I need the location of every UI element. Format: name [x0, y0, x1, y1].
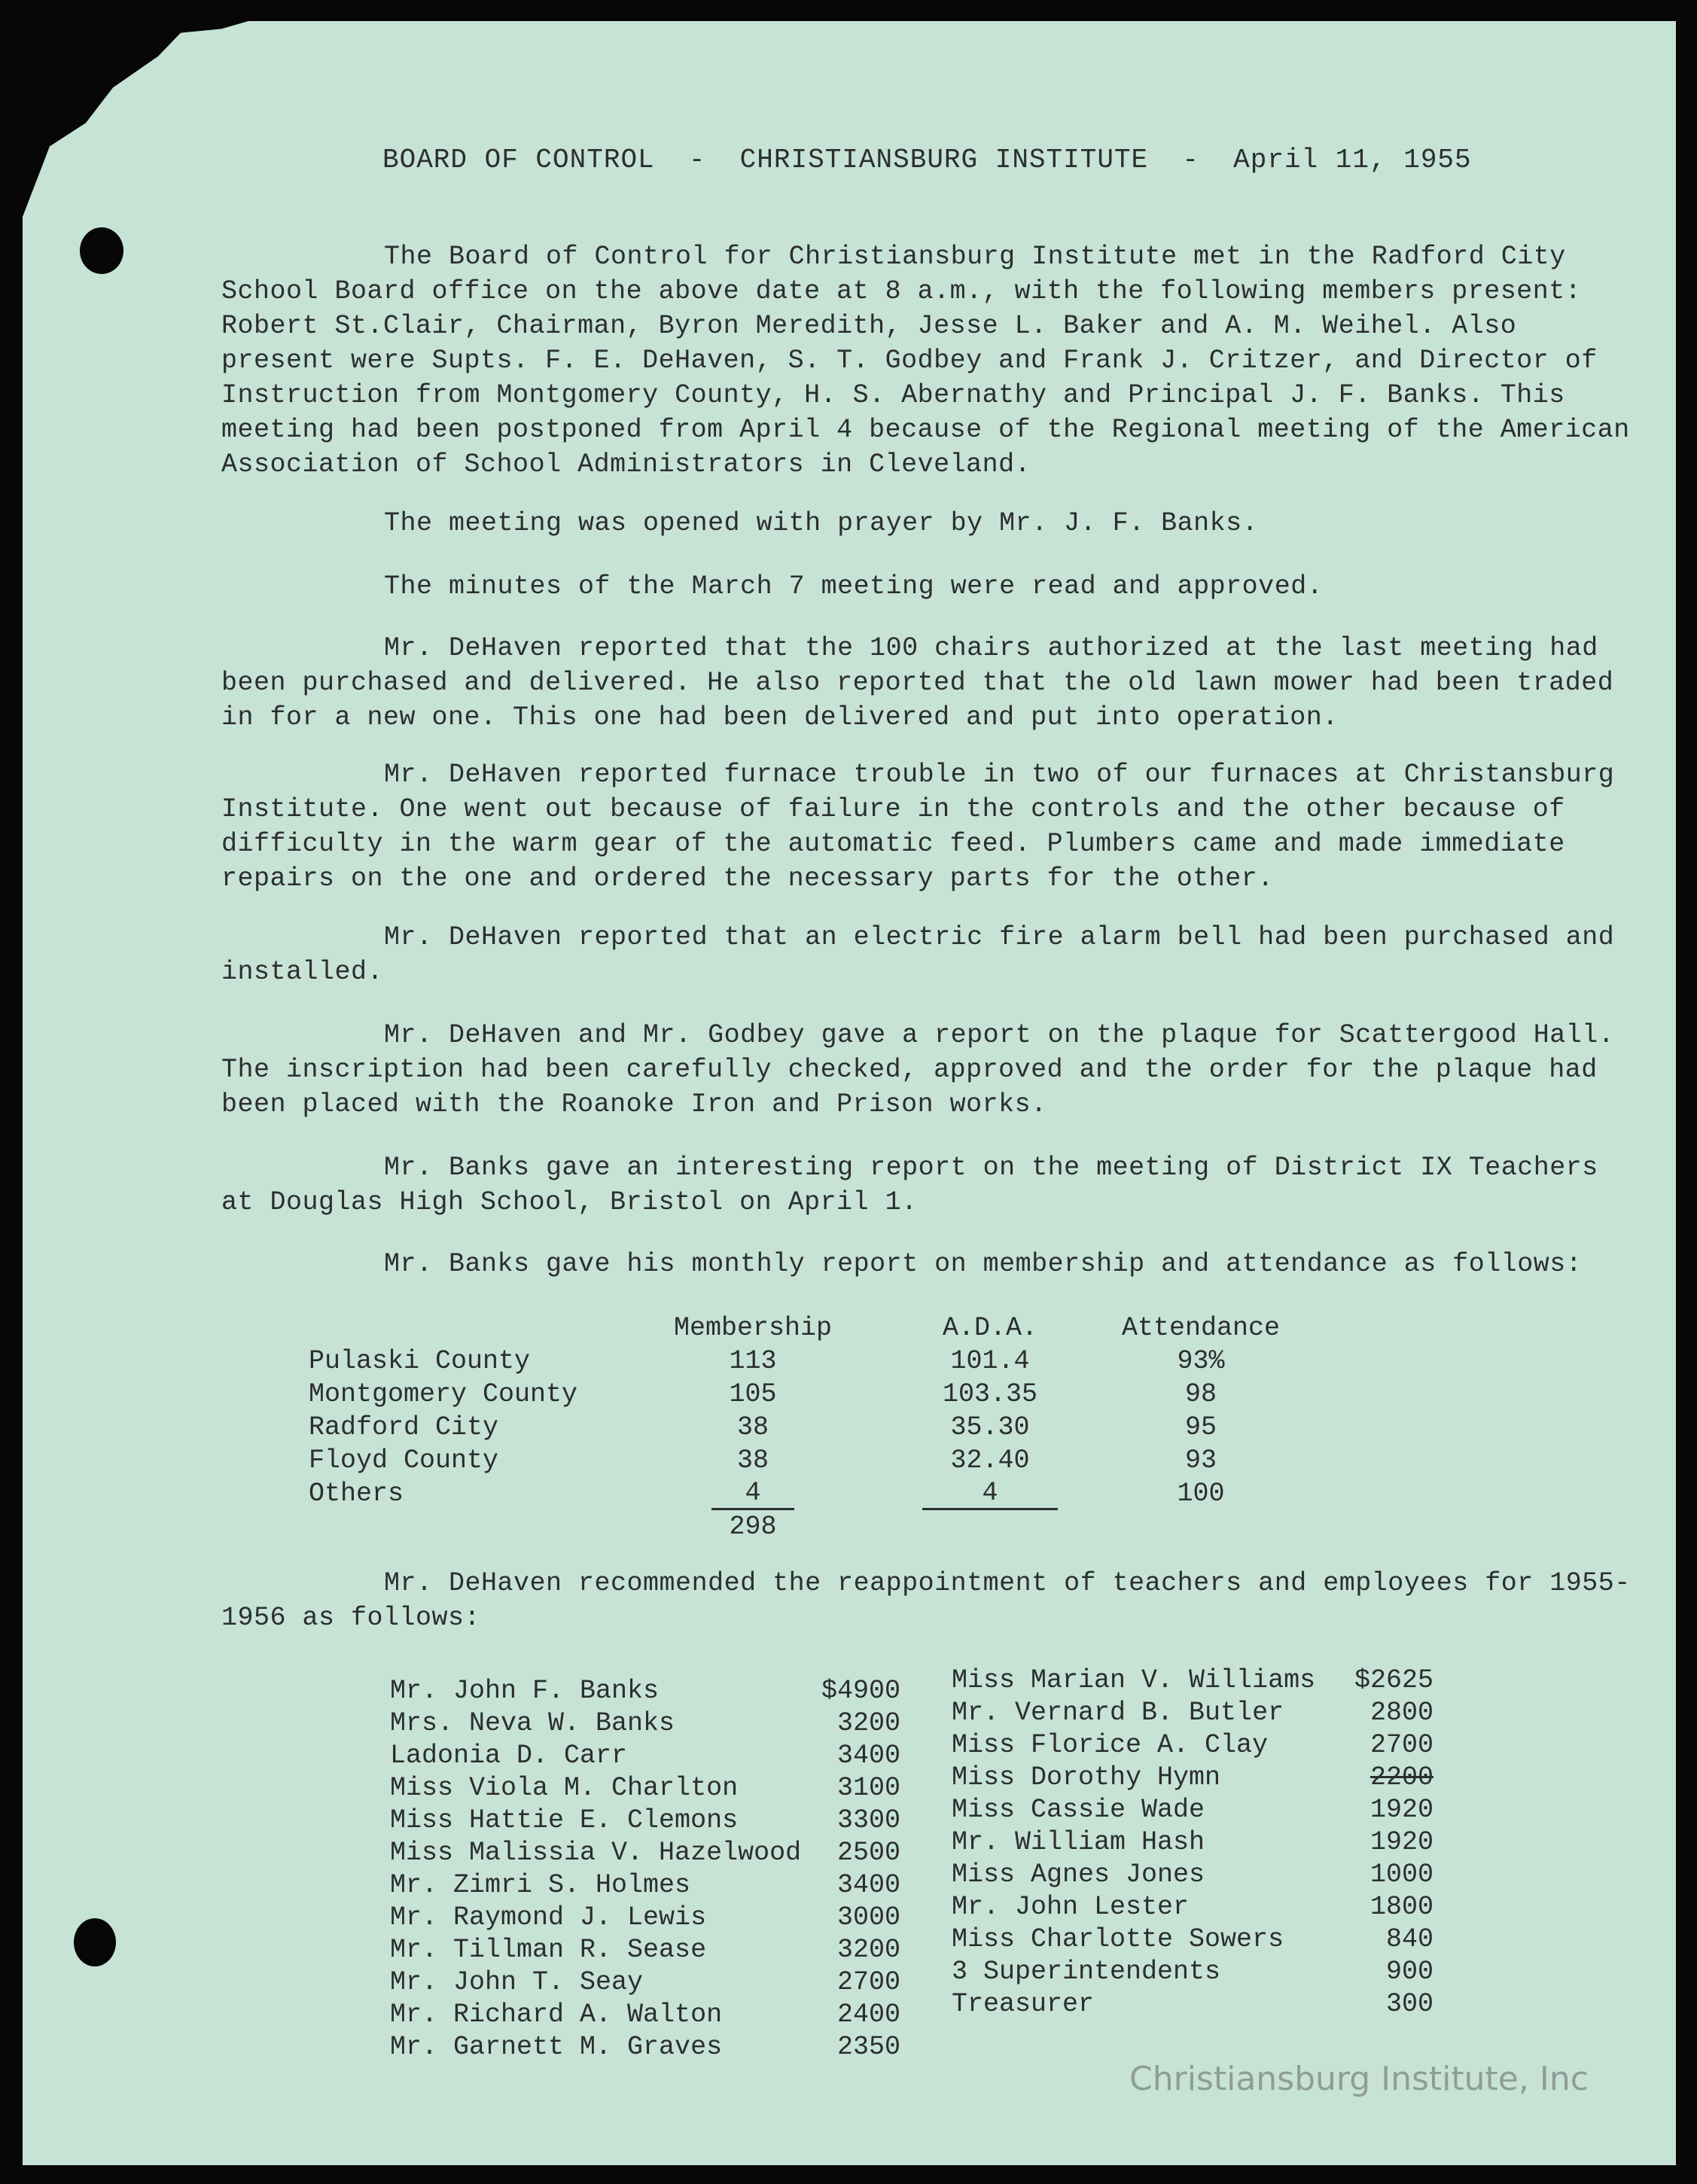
paragraph-district-meeting: Mr. Banks gave an interesting report on the meeting of District IX Teachers at Douglas High School, Bristol on April 1.	[221, 1153, 1598, 1217]
paragraph-reappointment: Mr. DeHaven recommended the reappointment of teachers and employees for 1955-1956 as follows:	[221, 1568, 1631, 1633]
ada-header: A.D.A.	[942, 1313, 1038, 1343]
total-membership: 298	[729, 1512, 777, 1542]
page-title: BOARD OF CONTROL - CHRISTIANSBURG INSTITUTE - April 11, 1955	[382, 145, 1472, 175]
list-item: Miss Florice A. Clay 2700	[952, 1729, 1433, 1760]
list-item: Mr. Garnett M. Graves 2350	[390, 2031, 900, 2062]
membership-header: Membership	[673, 1313, 833, 1343]
list-item: Miss Agnes Jones 1000	[952, 1859, 1433, 1890]
list-item: Mr. Tillman R. Sease 3200	[390, 1934, 900, 1965]
punch-hole-top	[80, 227, 123, 274]
attendance-header-row	[309, 1311, 1287, 1345]
list-item: Mr. William Hash 1920	[952, 1826, 1433, 1857]
list-item: Mr. Richard A. Walton 2400	[390, 1999, 900, 2030]
list-item: Ladonia D. Carr 3400	[390, 1740, 900, 1771]
employee-list-right	[952, 1664, 1433, 2020]
list-item: 3 Superintendents 900	[952, 1956, 1433, 1987]
list-item: Miss Marian V. Williams $2625	[952, 1665, 1433, 1695]
list-item: Miss Malissia V. Hazelwood 2500	[390, 1837, 900, 1868]
list-item: Miss Charlotte Sowers 840	[952, 1924, 1433, 1954]
table-row: Radford City 38 35.30 95	[309, 1412, 1217, 1442]
list-item: Mr. John T. Seay 2700	[390, 1966, 900, 1997]
table-row: Others 4 4 100	[309, 1477, 1225, 1509]
paragraph-furnace: Mr. DeHaven reported furnace trouble in two of our furnaces at Christansburg Institute. One went out because of failure in the controls and the other because of difficulty in the warm gear of the automatic feed. Plumbers came and made immediate repairs on the one and ordered the necessary parts for the other.	[221, 760, 1615, 894]
punch-hole-bottom	[74, 1918, 116, 1966]
list-item: Miss Cassie Wade 1920	[952, 1794, 1433, 1825]
list-item: Miss Viola M. Charlton 3100	[390, 1772, 900, 1803]
table-row: Montgomery County 105 103.35 98	[309, 1379, 1217, 1409]
attendance-table	[309, 1311, 1287, 1543]
total-row	[309, 1510, 1287, 1543]
list-item: Mr. Vernard B. Butler 2800	[952, 1697, 1433, 1728]
list-item: Mr. Raymond J. Lewis 3000	[390, 1902, 900, 1933]
paragraph-fire-alarm: Mr. DeHaven reported that an electric fire alarm bell had been purchased and installed.	[221, 922, 1615, 987]
table-row: Pulaski County 113 101.4 93%	[309, 1346, 1225, 1376]
list-item: Treasurer 300	[952, 1988, 1433, 2019]
paragraph-prayer: The meeting was opened with prayer by Mr. J. F. Banks.	[384, 508, 1259, 538]
list-item: Miss Hattie E. Clemons 3300	[390, 1805, 900, 1835]
list-item: Miss Dorothy Hymn 2200	[952, 1762, 1433, 1793]
table-row: Floyd County 38 32.40 93	[309, 1445, 1217, 1476]
paragraph-chairs: Mr. DeHaven reported that the 100 chairs authorized at the last meeting had been purchased and delivered. He also reported that the old lawn mower had been traded in for a new one. This one had been delivered and put into operation.	[221, 633, 1614, 733]
paragraph-minutes: The minutes of the March 7 meeting were read and approved.	[384, 571, 1324, 602]
paragraph-monthly-report: Mr. Banks gave his monthly report on membership and attendance as follows:	[384, 1249, 1583, 1279]
list-item: Mr. John F. Banks $4900	[390, 1675, 900, 1706]
paragraph-attendees: The Board of Control for Christiansburg Institute met in the Radford City School Board office on the above date at 8 a.m., with the following members present: Robert St.Clair, Chairman, Byron Meredith, Jesse L. Baker and A. M. Weihel. Also present were Supts. F. E. DeHaven, S. T. Godbey and Frank J. Critzer, and Director of Instruction from Montgomery County, H. S. Abernathy and Principal J. F. Banks. This meeting had been postponed from April 4 because of the Regional meeting of the American Association of School Administrators in Cleveland.	[221, 242, 1630, 480]
list-item: Mrs. Neva W. Banks 3200	[390, 1707, 900, 1738]
attendance-header: Attendance	[1121, 1313, 1281, 1343]
paragraph-plaque: Mr. DeHaven and Mr. Godbey gave a report on the plaque for Scattergood Hall. The inscription had been carefully checked, approved and the order for the plaque had been placed with the Roanoke Iron and Prison works.	[221, 1020, 1615, 1119]
list-item: Mr. Zimri S. Holmes 3400	[390, 1869, 900, 1900]
watermark: Christiansburg Institute, Inc	[1129, 2060, 1589, 2098]
employee-list-left	[390, 1674, 900, 2063]
list-item: Mr. John Lester 1800	[952, 1891, 1433, 1922]
